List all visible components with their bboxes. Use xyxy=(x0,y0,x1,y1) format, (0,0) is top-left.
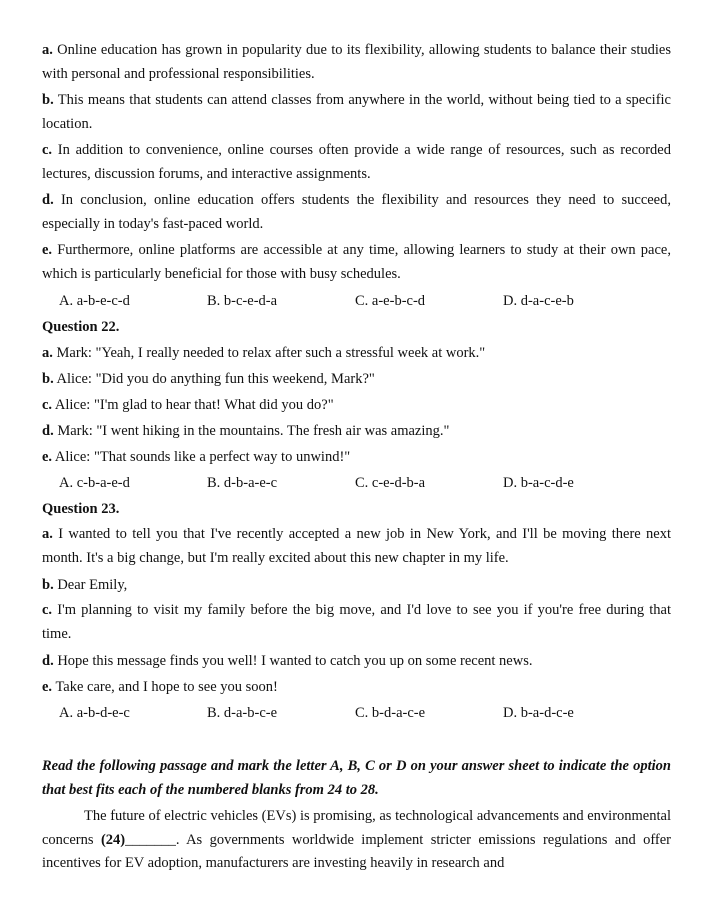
q22-item-a xyxy=(42,341,671,365)
item-letter: b. xyxy=(42,577,54,593)
q22-options xyxy=(42,471,671,495)
q23-options xyxy=(42,701,671,725)
question-23-title: Question 23. xyxy=(42,501,120,517)
item-letter: d. xyxy=(42,653,54,669)
option-d[interactable]: D. b-a-d-c-e xyxy=(503,705,574,721)
item-text: I'm planning to visit my family before the big move, and I'd love to see you if you're free during that time. xyxy=(42,602,672,642)
item-text: Hope this message finds you well! I wanted to catch you up on some recent news. xyxy=(57,653,533,669)
option-d[interactable]: D. b-a-c-d-e xyxy=(503,475,574,491)
option-b[interactable]: B. b-c-e-d-a xyxy=(207,293,278,309)
item-letter: c. xyxy=(42,397,53,413)
item-text: Alice: "That sounds like a perfect way to unwind!" xyxy=(54,449,351,465)
passage-text: The future of electric vehicles (EVs) is promising, as technological advancements and environmental concerns xyxy=(42,808,671,848)
item-text: In addition to convenience, online courses often provide a wide range of resources, such as recorded lectures, discussion forums, and interactive assignments. xyxy=(42,142,671,182)
option-c[interactable]: C. c-e-d-b-a xyxy=(355,475,426,491)
item-text: I wanted to tell you that I've recently accepted a new job in New York, and I'll be moving there next month. It's a big change, but I'm really excited about this new chapter in my life. xyxy=(42,526,672,566)
option-a[interactable]: A. c-b-a-e-d xyxy=(59,475,130,491)
q23-item-c xyxy=(42,599,671,646)
item-text: In conclusion, online education offers students the flexibility and resources they need to succeed, especially in today's fast-paced world. xyxy=(42,192,671,232)
reading-passage xyxy=(42,805,671,876)
blank-number: (24) xyxy=(100,831,126,848)
option-c[interactable]: C. a-e-b-c-d xyxy=(355,293,426,309)
item-letter: d. xyxy=(42,192,54,208)
item-letter: a. xyxy=(42,526,53,542)
option-a[interactable]: A. a-b-e-c-d xyxy=(59,293,130,309)
passage-text: . As governments worldwide implement stricter emissions regulations and offer incentives for EV adoption, manufacturers are investing heavily in research and xyxy=(42,831,672,871)
item-text: Dear Emily, xyxy=(57,577,128,593)
q23-item-d xyxy=(42,649,671,673)
item-letter: c. xyxy=(42,602,53,618)
option-b[interactable]: B. d-a-b-c-e xyxy=(207,705,278,721)
item-text: Take care, and I hope to see you soon! xyxy=(55,679,278,695)
q22-item-c xyxy=(42,393,671,417)
q22-item-e xyxy=(42,445,671,469)
item-letter: b. xyxy=(42,371,54,387)
q21-item-c xyxy=(42,139,671,186)
item-letter: a. xyxy=(42,345,53,361)
option-c[interactable]: C. b-d-a-c-e xyxy=(355,705,426,721)
q21-item-e xyxy=(42,239,671,286)
blank-line: _______ xyxy=(125,831,176,848)
q23-item-a xyxy=(42,523,671,570)
question-22-title: Question 22. xyxy=(42,319,120,335)
item-text: Online education has grown in popularity due to its flexibility, allowing students to balance their studies with personal and professional responsibilities. xyxy=(42,42,672,82)
item-text: Alice: "I'm glad to hear that! What did you do?" xyxy=(54,397,334,413)
item-letter: d. xyxy=(42,423,54,439)
item-text: Mark: "I went hiking in the mountains. The fresh air was amazing." xyxy=(57,423,450,439)
q21-item-d xyxy=(42,189,671,236)
document-page xyxy=(42,39,671,876)
q21-options xyxy=(42,289,671,313)
item-text: Furthermore, online platforms are accessible at any time, allowing learners to study at their own pace, which is particularly beneficial for those with busy schedules. xyxy=(42,242,671,282)
q22-item-b xyxy=(42,367,671,391)
q21-item-a xyxy=(42,39,671,86)
item-letter: e. xyxy=(42,449,53,465)
item-letter: e. xyxy=(42,679,53,695)
q21-item-b xyxy=(42,89,671,136)
item-text: Mark: "Yeah, I really needed to relax after such a stressful week at work." xyxy=(56,345,486,361)
option-b[interactable]: B. d-b-a-e-c xyxy=(207,475,278,491)
item-text: Alice: "Did you do anything fun this weekend, Mark?" xyxy=(56,371,375,387)
q23-item-b xyxy=(42,573,671,597)
item-text: This means that students can attend classes from anywhere in the world, without being tied to a specific location. xyxy=(42,92,671,132)
item-letter: a. xyxy=(42,42,53,58)
item-letter: b. xyxy=(42,92,54,108)
item-letter: e. xyxy=(42,242,53,258)
item-letter: c. xyxy=(42,142,53,158)
option-d[interactable]: D. d-a-c-e-b xyxy=(503,293,574,309)
section-instruction: Read the following passage and mark the letter A, B, C or D on your answer sheet to indicate the option that best fits each of the numbered blanks from 24 to 28. xyxy=(42,758,671,798)
q23-item-e xyxy=(42,675,671,699)
option-a[interactable]: A. a-b-d-e-c xyxy=(59,705,130,721)
q22-item-d xyxy=(42,419,671,443)
